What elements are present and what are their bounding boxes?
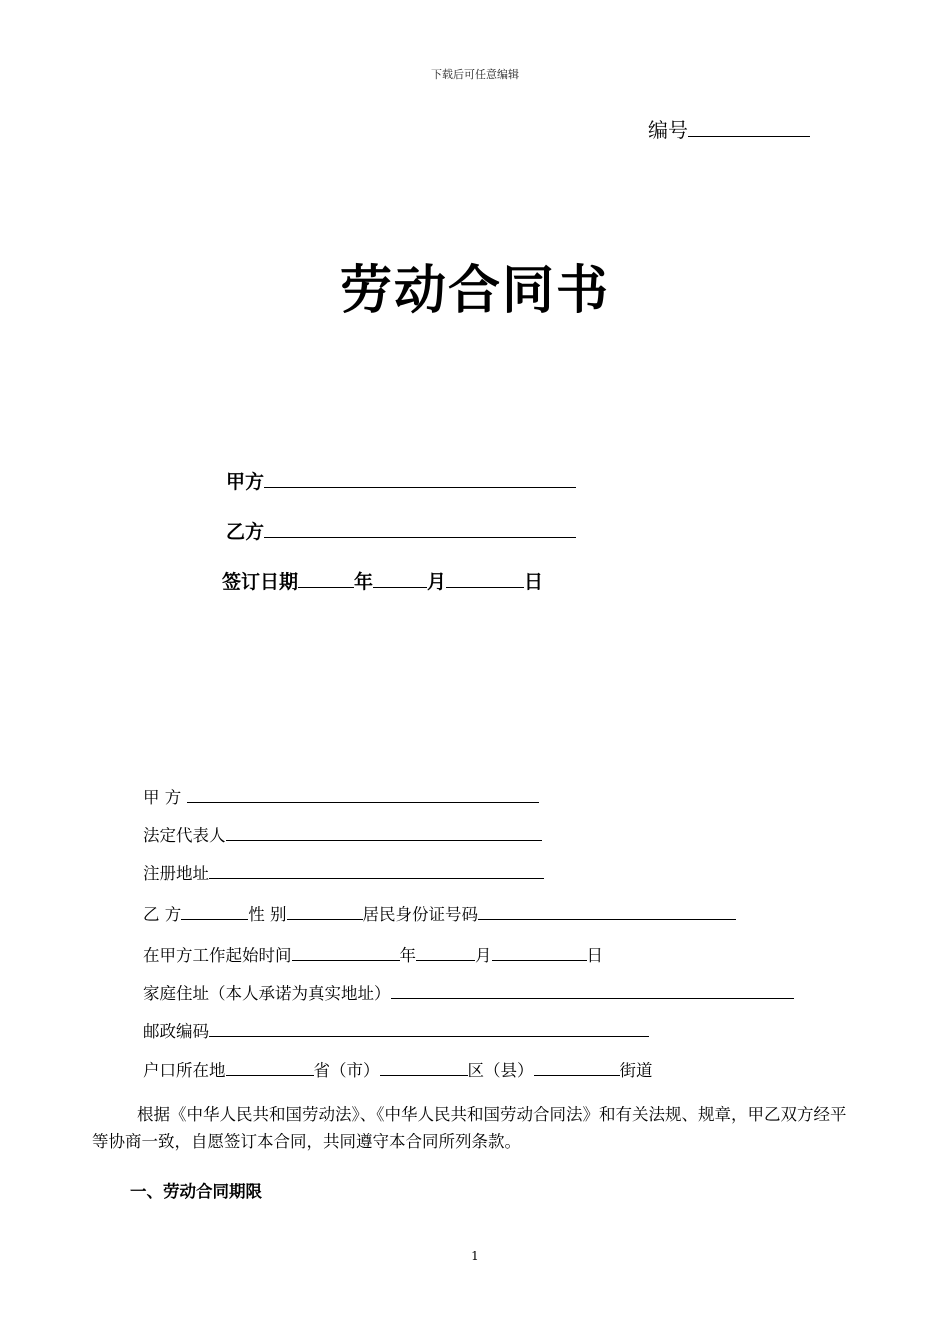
field-home-address-label: 家庭住址（本人承诺为真实地址） <box>143 984 391 1003</box>
field-party-a <box>143 784 539 808</box>
cover-party-a-line <box>226 467 576 494</box>
field-party-a-blank[interactable] <box>187 785 539 803</box>
page-header: 下载后可任意编辑 <box>431 68 519 81</box>
field-reg-address <box>143 860 544 884</box>
intro-paragraph: 根据《中华人民共和国劳动法》、《中华人民共和国劳动合同法》和有关法规、规章，甲乙双方经平等协商一致，自愿签订本合同，共同遵守本合同所列条款。 <box>92 1105 847 1151</box>
cover-year-blank[interactable] <box>298 568 354 588</box>
cover-month-label: 月 <box>427 571 447 593</box>
page-number: 1 <box>471 1249 479 1263</box>
field-home-address-blank[interactable] <box>391 981 794 999</box>
field-id-number-blank[interactable] <box>478 902 736 920</box>
field-day-label: 日 <box>586 946 603 965</box>
field-party-b-blank[interactable] <box>181 902 248 920</box>
field-district-blank[interactable] <box>380 1058 468 1076</box>
field-start-year-blank[interactable] <box>292 943 400 961</box>
document-title: 劳动合同书 <box>339 261 610 321</box>
field-postcode-label: 邮政编码 <box>143 1022 209 1041</box>
field-postcode-blank[interactable] <box>209 1019 649 1037</box>
field-legal-rep-blank[interactable] <box>226 823 542 841</box>
field-party-b-label: 乙 方 <box>143 905 182 924</box>
cover-party-a-blank[interactable] <box>264 468 576 488</box>
cover-year-label: 年 <box>354 571 374 593</box>
field-start-time <box>143 942 603 966</box>
field-hukou <box>143 1057 653 1081</box>
serial-number-label: 编号 <box>648 118 688 142</box>
field-home-address <box>143 980 794 1004</box>
field-province-label: 省（市） <box>313 1061 380 1080</box>
cover-party-b-label: 乙方 <box>226 521 265 543</box>
serial-number-blank[interactable] <box>688 116 810 137</box>
field-month-label: 月 <box>475 946 492 965</box>
field-party-a-label: 甲 方 <box>143 788 182 807</box>
section-heading-term: 一、劳动合同期限 <box>130 1182 262 1201</box>
cover-sign-date-label: 签订日期 <box>222 571 299 593</box>
field-legal-rep <box>143 822 542 846</box>
field-start-day-blank[interactable] <box>492 943 587 961</box>
cover-month-blank[interactable] <box>373 568 427 588</box>
cover-party-a-label: 甲方 <box>226 471 265 493</box>
serial-number-line <box>648 114 810 143</box>
field-start-time-label: 在甲方工作起始时间 <box>143 946 292 965</box>
field-id-number-label: 居民身份证号码 <box>362 905 478 924</box>
field-street-label: 街道 <box>619 1061 653 1080</box>
field-reg-address-blank[interactable] <box>209 861 544 879</box>
field-district-label: 区（县） <box>467 1061 534 1080</box>
cover-day-blank[interactable] <box>446 568 524 588</box>
field-hukou-label: 户口所在地 <box>143 1061 226 1080</box>
cover-party-b-blank[interactable] <box>264 518 576 538</box>
field-legal-rep-label: 法定代表人 <box>143 826 226 845</box>
field-postcode <box>143 1018 649 1042</box>
cover-party-b-line <box>226 517 576 544</box>
field-party-b <box>143 901 736 925</box>
field-street-blank[interactable] <box>534 1058 620 1076</box>
field-gender-label: 性 别 <box>248 905 287 924</box>
field-year-label: 年 <box>399 946 416 965</box>
field-start-month-blank[interactable] <box>416 943 475 961</box>
cover-sign-date-line <box>222 567 543 594</box>
field-reg-address-label: 注册地址 <box>143 864 209 883</box>
field-province-blank[interactable] <box>226 1058 314 1076</box>
cover-day-label: 日 <box>524 571 544 593</box>
field-gender-blank[interactable] <box>287 902 363 920</box>
